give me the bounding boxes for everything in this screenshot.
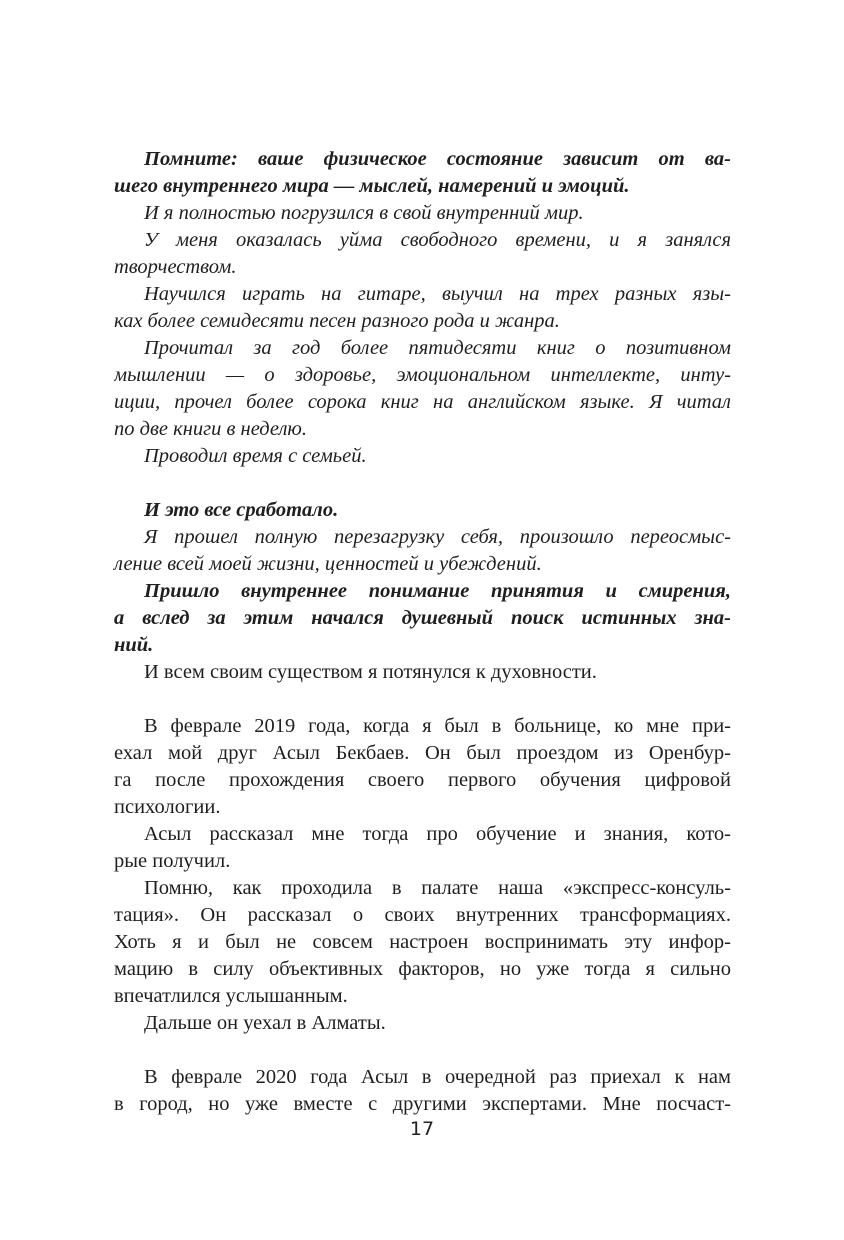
text-line: Я прошел полную перезагрузку себя, произошло переосмыс- — [144, 526, 731, 548]
text-line: а вслед за этим начался душевный поиск истинных зна- — [114, 607, 731, 629]
paragraph-gap — [114, 686, 731, 713]
paragraph — [114, 227, 731, 281]
paragraph — [114, 1010, 731, 1037]
text-line: Помню, как проходила в палате наша «экспресс-консуль- — [144, 877, 731, 899]
text-line: в город, но уже вместе с другими экспертами. Мне посчаст- — [114, 1093, 731, 1115]
text-line: Пришло внутреннее понимание принятия и смирения, — [144, 580, 731, 602]
text-line: мышлении — о здоровье, эмоциональном интеллекте, инту- — [114, 364, 731, 386]
text-line: Хоть я и был не совсем настроен воспринимать эту инфор- — [114, 931, 731, 953]
paragraph — [114, 1064, 731, 1118]
paragraph — [114, 713, 731, 821]
text-line: психологии. — [114, 796, 221, 818]
text-line: впечатлился услышанным. — [114, 985, 348, 1007]
text-line: И это все сработало. — [144, 499, 339, 521]
text-line: Прочитал за год более пятидесяти книг о позитивном — [144, 337, 731, 359]
text-line: В феврале 2020 года Асыл в очередной раз приехал к нам — [144, 1066, 731, 1088]
text-line: У меня оказалась уйма свободного времени, и я занялся — [144, 229, 731, 251]
text-line: Проводил время с семьей. — [144, 445, 367, 467]
paragraph — [114, 875, 731, 1010]
text-line: Научился играть на гитаре, выучил на трех разных язы- — [144, 283, 731, 305]
text-line: мацию в силу объективных факторов, но уже тогда я сильно — [114, 958, 731, 980]
paragraph-gap — [114, 1037, 731, 1064]
text-line: га после прохождения своего первого обучения цифровой — [114, 769, 731, 791]
text-line: иции, прочел более сорока книг на английском языке. Я читал — [114, 391, 731, 413]
text-line: ках более семидесяти песен разного рода и жанра. — [114, 310, 560, 332]
paragraph — [114, 524, 731, 578]
paragraph — [114, 578, 731, 659]
text-line: ление всей моей жизни, ценностей и убеждений. — [114, 553, 542, 575]
paragraph — [114, 335, 731, 443]
text-line: Дальше он уехал в Алматы. — [144, 1012, 386, 1034]
text-line: И я полностью погрузился в свой внутренний мир. — [144, 202, 584, 224]
paragraph — [114, 200, 731, 227]
page-body-text — [114, 146, 731, 1118]
text-line: шего внутреннего мира — мыслей, намерений и эмоций. — [114, 175, 630, 197]
text-line: ний. — [114, 634, 154, 656]
text-line: Помните: ваше физическое состояние зависит от ва- — [144, 148, 731, 170]
text-line: В феврале 2019 года, когда я был в больнице, ко мне при- — [144, 715, 731, 737]
page-number: 17 — [409, 1118, 435, 1140]
text-line: творчеством. — [114, 256, 237, 278]
paragraph — [114, 146, 731, 200]
text-line: Асыл рассказал мне тогда про обучение и знания, кото- — [144, 823, 731, 845]
text-line: рые получил. — [114, 850, 231, 872]
paragraph — [114, 443, 731, 470]
paragraph-gap — [114, 470, 731, 497]
text-line: И всем своим существом я потянулся к духовности. — [144, 661, 597, 683]
text-line: по две книги в неделю. — [114, 418, 308, 440]
paragraph — [114, 659, 731, 686]
paragraph — [114, 497, 731, 524]
text-line: ехал мой друг Асыл Бекбаев. Он был проездом из Оренбур- — [114, 742, 731, 764]
text-line: тация». Он рассказал о своих внутренних трансформациях. — [114, 904, 731, 926]
paragraph — [114, 821, 731, 875]
paragraph — [114, 281, 731, 335]
